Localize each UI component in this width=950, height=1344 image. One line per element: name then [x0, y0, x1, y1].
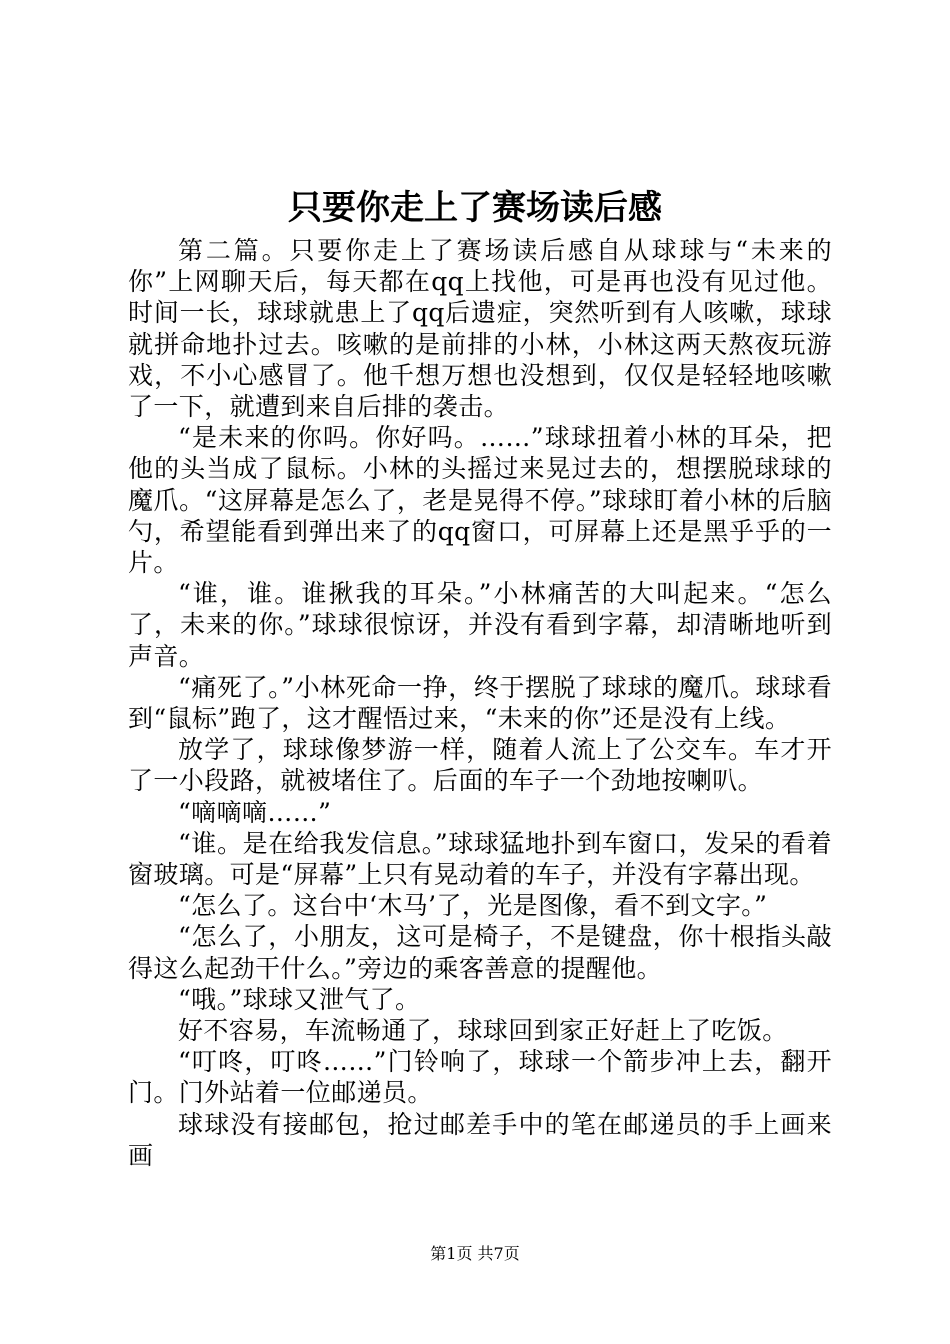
paragraph-9: “怎么了，小朋友，这可是椅子，不是键盘，你十根指头敲得这么起劲干什么。”旁边的乘客善意的提醒他。 [128, 922, 832, 983]
page-footer: 第1页 共7页 [430, 1244, 520, 1263]
paragraph-10: “哦。”球球又泄气了。 [178, 984, 421, 1014]
paragraph-6: “嘀嘀嘀……” [178, 797, 332, 827]
paragraph-3: “谁，谁。谁揪我的耳朵。”小林痛苦的大叫起来。“怎么了，未来的你。”球球很惊讶，并没有看到字幕，却清晰地听到声音。 [128, 579, 832, 671]
document-title: 只要你走上了赛场读后感 [288, 188, 662, 228]
document-body [128, 235, 832, 1171]
paragraph-11: 好不容易，车流畅通了，球球回到家正好赶上了吃饭。 [178, 1016, 788, 1046]
paragraph-1: 第二篇。只要你走上了赛场读后感自从球球与“未来的你”上网聊天后，每天都在qq上找他，可是再也没有见过他。时间一长，球球就患上了qq后遗症，突然听到有人咳嗽，球球就拼命地扑过去。咳嗽的是前排的小林，小林这两天熬夜玩游戏，不小心感冒了。他千想万想也没想到，仅仅是轻轻地咳嗽了一下，就遭到来自后排的袭击。 [128, 236, 832, 422]
paragraph-12: “叮咚，叮咚……”门铃响了，球球一个箭步冲上去，翻开门。门外站着一位邮递员。 [128, 1047, 832, 1108]
paragraph-5: 放学了，球球像梦游一样，随着人流上了公交车。车才开了一小段路，就被堵住了。后面的车子一个劲地按喇叭。 [128, 735, 832, 796]
paragraph-2: “是未来的你吗。你好吗。……”球球扭着小林的耳朵，把他的头当成了鼠标。小林的头摇过来晃过去的，想摆脱球球的魔爪。“这屏幕是怎么了，老是晃得不停。”球球盯着小林的后脑勺，希望能看到弹出来了的qq窗口，可屏幕上还是黑乎乎的一片。 [128, 423, 832, 578]
paragraph-13: 球球没有接邮包，抢过邮差手中的笔在邮递员的手上画来画 [128, 1109, 832, 1170]
paragraph-7: “谁。是在给我发信息。”球球猛地扑到车窗口，发呆的看着窗玻璃。可是“屏幕”上只有晃动着的车子，并没有字幕出现。 [128, 828, 832, 890]
paragraph-8: “怎么了。这台中‘木马’了，光是图像，看不到文字。” [178, 891, 768, 921]
paragraph-4: “痛死了。”小林死命一挣，终于摆脱了球球的魔爪。球球看到“鼠标”跑了，这才醒悟过来，“未来的你”还是没有上线。 [128, 672, 832, 734]
